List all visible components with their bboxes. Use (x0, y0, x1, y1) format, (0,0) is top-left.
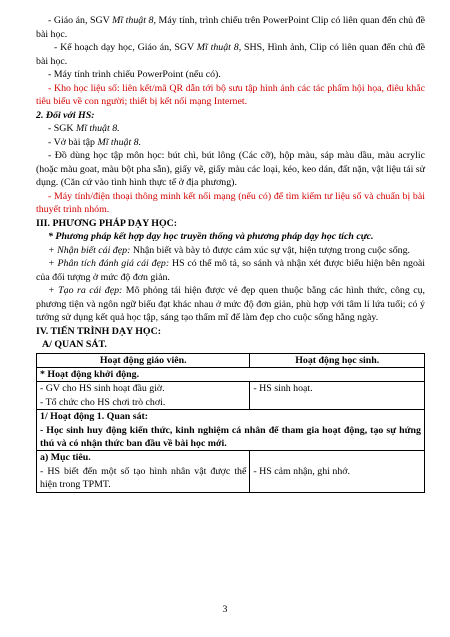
section-3-title: III. PHƯƠNG PHÁP DẠY HỌC: (36, 217, 178, 229)
goal-student-text: - HS cảm nhận, ghi nhớ. (253, 465, 350, 477)
method-1: + Nhận biết cái đẹp: Nhận biết và bày tỏ được cảm xúc sự vật, hiện tượng trong cuộc sống. (48, 244, 410, 256)
section-a-title: A/ QUAN SÁT. (42, 339, 107, 350)
teacher-item-3: - Máy tính trình chiếu PowerPoint (nếu có). (48, 69, 221, 80)
table-row (37, 451, 425, 492)
goal-title: a) Mục tiêu. (40, 452, 91, 464)
student-item-3: - Đồ dùng học tập môn học: bút chì, bút lông (Các cỡ), hộp màu, sáp màu dầu, màu acrylic (hoặc màu goat, màu bột pha sẵn), giấy vẽ, giấy màu các loại, kéo, keo dán, đất nặn, vật liệu tái sử dụng. (Căn cứ vào tình hình thực tế ở địa phương). (36, 150, 425, 188)
start-teacher-line-1: - GV cho HS sinh hoạt đầu giờ. (40, 383, 165, 395)
section-4-title: IV. TIẾN TRÌNH DẠY HỌC: (36, 325, 162, 337)
teacher-digital-resources: - Kho học liệu số: liên kết/mã QR dẫn tới bộ sưu tập hình ảnh các tác phẩm hội họa, điêu khắc tiêu biểu về con người; thiết bị kết nối mạng Internet. (36, 82, 425, 107)
activity-1-description: - Học sinh huy động kiến thức, kinh nghiệm cá nhân để tham gia hoạt động, tạo sự hứng thú và có nhận thức ban đầu về bài học mới. (40, 424, 421, 449)
table-row (37, 382, 425, 410)
start-activity-title: * Hoạt động khởi động. (37, 367, 425, 381)
section-3-lead: * Phương pháp kết hợp dạy học truyền thống và phương pháp dạy học tích cực. (48, 231, 374, 242)
student-item-1: - SGK Mĩ thuật 8. (48, 123, 120, 134)
method-2: + Phân tích đánh giá cái đẹp: HS có thể mô tả, so sánh và nhận xét được biểu hiện bên ngoài của đối tượng ở mức độ đơn giản. (36, 258, 426, 283)
teacher-item-2: - Kế hoạch dạy học, Giáo án, SGV Mĩ thuật 8, SHS, Hình ảnh, Clip có liên quan đến chủ đề bài học. (36, 42, 425, 67)
student-activity-header: Hoạt động học sinh. (250, 353, 425, 367)
teacher-activity-header: Hoạt động giáo viên. (37, 353, 250, 367)
activity-1-title: 1/ Hoạt động 1. Quan sát: (40, 411, 149, 423)
page-number: 3 (222, 604, 228, 615)
table-row (37, 367, 425, 381)
activity-1-cell (37, 410, 425, 451)
start-teacher-line-2: - Tổ chức cho HS chơi trò chơi. (40, 396, 166, 408)
activity-table (36, 353, 425, 493)
goal-teacher-cell (37, 451, 250, 492)
start-activity-student: - HS sinh hoạt. (250, 382, 425, 410)
goal-student-cell (250, 451, 425, 492)
start-activity-teacher (37, 382, 250, 410)
table-row (37, 410, 425, 451)
teacher-item-1: - Giáo án, SGV Mĩ thuật 8, Máy tính, trình chiếu trên PowerPoint Clip có liên quan đến chủ đề bài học. (36, 15, 425, 40)
table-header-row (37, 353, 425, 367)
student-item-2: - Vở bài tập Mĩ thuật 8. (48, 136, 142, 148)
method-3: + Tạo ra cái đẹp: Mô phỏng tái hiện được vẻ đẹp quen thuộc bằng các hình thức, công cụ, phương tiện và ngôn ngữ biểu đạt khác nhau ở mức độ đơn giản, phù hợp với tâm lí lứa tuổi; có ý tưởng sử dụng kết quả học tập, sáng tạo thẩm mĩ để làm đẹp cho cuộc sống hằng ngày. (36, 285, 426, 323)
student-digital-resources: - Máy tính/điện thoại thông minh kết nối mạng (nếu có) để tìm kiếm tư liệu số và chuẩn bị bài thuyết trình nhóm. (36, 190, 425, 215)
goal-teacher-text: - HS biết đến một số tạo hình nhân vật được thể hiện trong TPMT. (40, 465, 247, 491)
student-heading: 2. Đối với HS: (36, 109, 95, 121)
